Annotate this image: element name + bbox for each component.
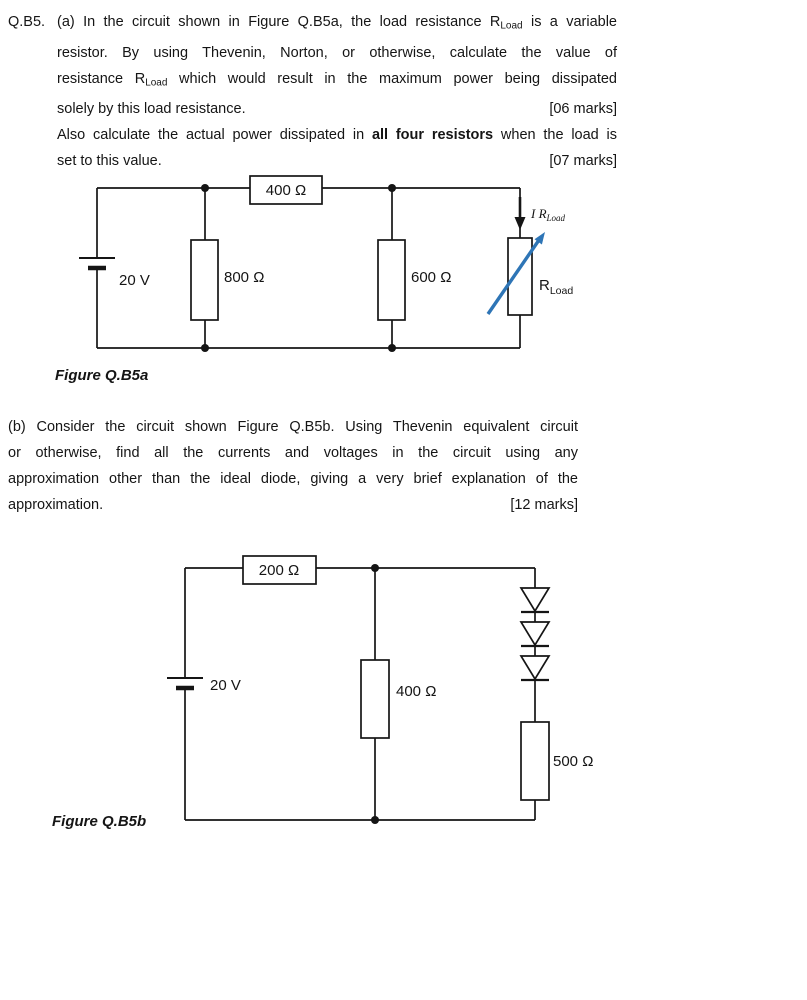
- marks-b1: [12 marks]: [510, 497, 578, 513]
- figure-a-caption: Figure Q.B5a: [55, 367, 149, 384]
- diode-2-icon: [521, 622, 549, 645]
- load-current-arrow-icon: [515, 197, 526, 230]
- part-a-line1: [8, 9, 617, 40]
- figure-b-caption: Figure Q.B5b: [52, 813, 147, 830]
- rload-subscript: Load: [145, 77, 168, 88]
- diode-3-icon: [521, 656, 549, 679]
- resistor-600-label: 600 Ω: [411, 269, 452, 286]
- figure-a-circuit: [0, 170, 807, 370]
- resistor-500-label: 500 Ω: [553, 753, 594, 770]
- part-a-line6: set to this value. [07 marks]: [57, 148, 617, 174]
- question-number: Q.B5.: [8, 14, 46, 30]
- figure-a-wires: [97, 188, 520, 348]
- marks-a2: [07 marks]: [549, 153, 617, 169]
- part-a-line2: resistor. By using Thevenin, Norton, or otherwise, calculate the value of: [57, 44, 617, 61]
- battery-icon: [167, 678, 203, 688]
- part-a-line3: resistance $R_{Load}$ which would result in the maximum power being dissipated: [57, 70, 617, 88]
- part-a-line1-text: (a) In the circuit shown in Figure Q.B5a, the load resistance $R_{Load}$ is a variable: [57, 14, 618, 32]
- rload-box: [508, 238, 532, 315]
- part-a-line5: Also calculate the actual power dissipated in all four resistors when the load is: [57, 127, 618, 143]
- bold-phrase: all four resistors: [371, 127, 494, 143]
- part-a-line4: solely by this load resistance. [06 marks]: [57, 96, 617, 122]
- resistor-600-box: [378, 240, 405, 320]
- diode-1-icon: [521, 588, 549, 611]
- figure-b-circuit: [0, 550, 807, 835]
- marks-a1: [06 marks]: [549, 101, 617, 117]
- resistor-400-label: 400 Ω: [265, 182, 307, 199]
- resistor-800-box: [191, 240, 218, 320]
- question-part-b: [8, 414, 578, 518]
- figure-b-wires: [185, 568, 535, 820]
- source-voltage-label: 20 V: [210, 677, 241, 694]
- rload-subscript: Load: [500, 20, 523, 32]
- junction-dots: [201, 184, 396, 352]
- resistor-800-label: 800 Ω: [224, 269, 265, 286]
- question-part-a: [8, 9, 617, 174]
- rload-label: $R_{Load}$: [539, 277, 574, 297]
- resistor-500-box: [521, 722, 549, 800]
- resistor-400-box: [361, 660, 389, 738]
- diode-icons: [521, 588, 549, 680]
- part-b-line2: or otherwise, find all the currents and voltages in the circuit using any: [8, 445, 578, 461]
- resistor-400-label: 400 Ω: [396, 683, 437, 700]
- part-b-line4: approximation. [12 marks]: [8, 492, 578, 518]
- part-b-line1: (b) Consider the circuit shown Figure Q.B5b. Using Thevenin equivalent circuit: [8, 419, 578, 435]
- resistor-200-label: 200 Ω: [258, 562, 300, 579]
- source-voltage-label: 20 V: [119, 272, 150, 289]
- part-b-line3: approximation other than the ideal diode, giving a very brief explanation of the: [8, 471, 578, 487]
- load-current-label: I $R_{Load}$: [531, 206, 566, 223]
- battery-icon: [79, 258, 115, 268]
